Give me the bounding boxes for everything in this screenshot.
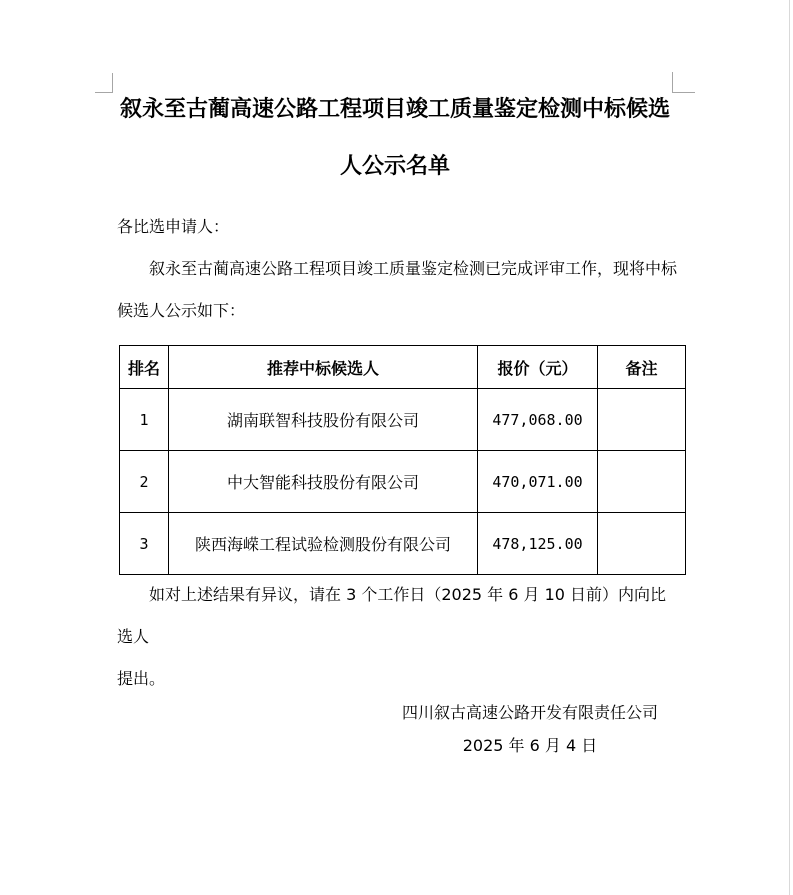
closing-line2: 提出。 [117, 669, 166, 688]
page-title-line1: 叙永至古蔺高速公路工程项目竣工质量鉴定检测中标候选 [119, 96, 670, 122]
closing-paragraph [117, 574, 677, 700]
cell-rank: 1 [120, 389, 169, 451]
cell-remark [598, 513, 686, 575]
intro-paragraph-line2: 候选人公示如下： [117, 301, 246, 320]
page-right-edge-line [789, 0, 790, 895]
page-title [117, 81, 673, 195]
cell-rank: 3 [120, 513, 169, 575]
cell-candidate: 中大智能科技股份有限公司 [169, 451, 478, 513]
table-header-row [120, 346, 686, 389]
salutation-line: 各比选申请人： [117, 217, 230, 236]
header-candidate: 推荐中标候选人 [169, 346, 478, 389]
header-price: 报价（元） [478, 346, 598, 389]
signature-company: 四川叙古高速公路开发有限责任公司 [401, 703, 658, 722]
cell-rank: 2 [120, 451, 169, 513]
table-row [120, 451, 686, 513]
cell-price: 470,071.00 [478, 451, 598, 513]
cell-remark [598, 389, 686, 451]
header-rank: 排名 [120, 346, 169, 389]
cell-candidate: 湖南联智科技股份有限公司 [169, 389, 478, 451]
header-remark: 备注 [598, 346, 686, 389]
signature-block [330, 696, 730, 762]
bid-candidates-table [119, 345, 686, 575]
margin-crop-mark-left [95, 73, 113, 93]
cell-price: 478,125.00 [478, 513, 598, 575]
intro-paragraph-line1: 叙永至古蔺高速公路工程项目竣工质量鉴定检测已完成评审工作，现将中标 [149, 259, 678, 278]
table-row [120, 513, 686, 575]
closing-line1: 如对上述结果有异议，请在 3 个工作日（2025 年 6 月 10 日前）内向比选人 [117, 585, 667, 646]
signature-date: 2025 年 6 月 4 日 [462, 736, 598, 755]
cell-price: 477,068.00 [478, 389, 598, 451]
cell-remark [598, 451, 686, 513]
cell-candidate: 陕西海嵘工程试验检测股份有限公司 [169, 513, 478, 575]
body-paragraphs [117, 206, 677, 332]
page-title-line2: 人公示名单 [339, 153, 450, 179]
margin-crop-mark-right [672, 72, 695, 93]
table-row [120, 389, 686, 451]
